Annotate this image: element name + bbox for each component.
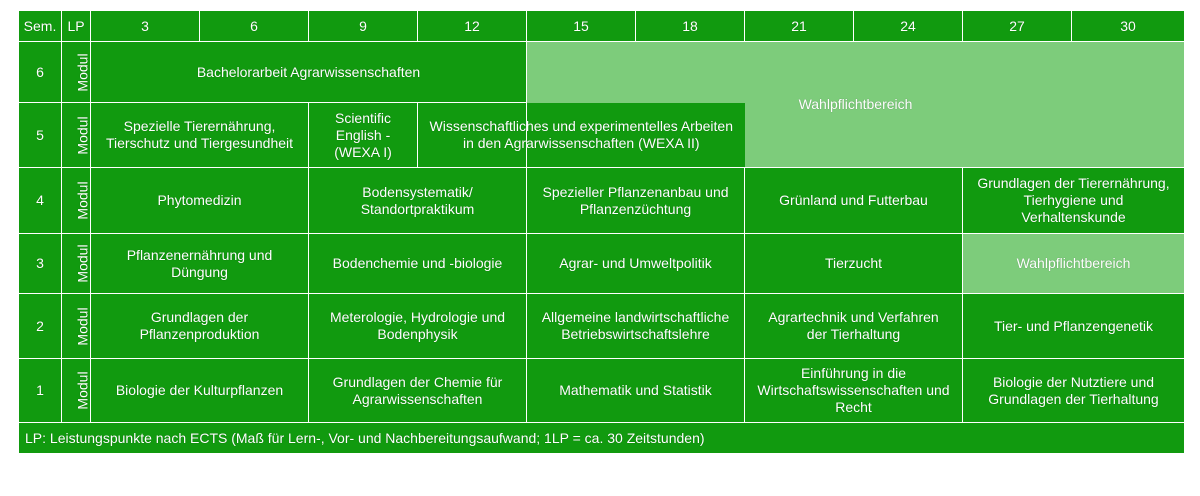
study-plan-table xyxy=(18,10,1185,454)
header-lp-3: 3 xyxy=(91,11,200,42)
modul-label: Modul xyxy=(74,115,91,155)
header-lp-27: 27 xyxy=(963,11,1072,42)
header-lp-18: 18 xyxy=(636,11,745,42)
modul-label: Modul xyxy=(74,181,91,220)
module-meterologie: Meterologie, Hydrologie und Bodenphysik xyxy=(309,294,527,359)
module-genetik: Tier- und Pflanzengenetik xyxy=(963,294,1185,359)
module-wexa-ii: Wissenschaftliches und experimentelles Arbeiten in den Agrarwissenschaften (WEXA II) xyxy=(418,103,745,168)
modul-label: Modul xyxy=(74,52,91,92)
module-gruenland: Grünland und Futterbau xyxy=(745,168,963,234)
module-grundlagen-chemie: Grundlagen der Chemie für Agrarwissenschaften xyxy=(309,359,527,423)
header-lp-15: 15 xyxy=(527,11,636,42)
semester-row-3 xyxy=(19,234,1185,294)
header-lp-9: 9 xyxy=(309,11,418,42)
module-bodensystematik: Bodensystematik/ Standortpraktikum xyxy=(309,168,527,234)
module-wahlpflichtbereich-upper: Wahlpflichtbereich xyxy=(527,42,1185,168)
module-spezieller-pflanzenanbau: Spezieller Pflanzenanbau und Pflanzenzüchtung xyxy=(527,168,745,234)
footnote-row xyxy=(19,423,1185,454)
module-scientific-english: Scientific English - (WEXA I) xyxy=(309,103,418,168)
semester-number: 2 xyxy=(19,294,62,359)
module-biologie-nutztiere: Biologie der Nutztiere und Grundlagen der Tierhaltung xyxy=(963,359,1185,423)
study-plan xyxy=(18,10,1185,454)
semester-number: 1 xyxy=(19,359,62,423)
module-mathematik-statistik: Mathematik und Statistik xyxy=(527,359,745,423)
modul-label-cell xyxy=(62,168,91,234)
modul-label: Modul xyxy=(74,371,91,410)
header-lp: LP xyxy=(62,11,91,42)
module-agrar-umweltpolitik: Agrar- und Umweltpolitik xyxy=(527,234,745,294)
module-bachelorarbeit: Bachelorarbeit Agrarwissenschaften xyxy=(91,42,527,103)
module-spezielle-tierernaehrung: Spezielle Tierernährung, Tierschutz und Tiergesundheit xyxy=(91,103,309,168)
module-grundlagen-tierernaehrung: Grundlagen der Tierernährung, Tierhygiene und Verhaltenskunde xyxy=(963,168,1185,234)
modul-label: Modul xyxy=(74,306,91,346)
module-grundlagen-pflanzenproduktion: Grundlagen der Pflanzenproduktion xyxy=(91,294,309,359)
semester-number: 5 xyxy=(19,103,62,168)
module-pflanzenernaehrung: Pflanzenernährung und Düngung xyxy=(91,234,309,294)
semester-row-1 xyxy=(19,359,1185,423)
module-phytomedizin: Phytomedizin xyxy=(91,168,309,234)
modul-label-cell xyxy=(62,294,91,359)
semester-row-6 xyxy=(19,42,1185,103)
footnote: LP: Leistungspunkte nach ECTS (Maß für Lern-, Vor- und Nachbereitungsaufwand; 1LP = ca. 30 Zeitstunden) xyxy=(19,423,1185,454)
modul-label-cell xyxy=(62,103,91,168)
module-bodenchemie: Bodenchemie und -biologie xyxy=(309,234,527,294)
header-lp-24: 24 xyxy=(854,11,963,42)
module-betriebswirtschaftslehre: Allgemeine landwirtschaftliche Betriebswirtschaftslehre xyxy=(527,294,745,359)
semester-number: 6 xyxy=(19,42,62,103)
header-row xyxy=(19,11,1185,42)
module-agrartechnik: Agrartechnik und Verfahren der Tierhaltung xyxy=(745,294,963,359)
modul-label-cell xyxy=(62,234,91,294)
semester-row-2 xyxy=(19,294,1185,359)
semester-row-4 xyxy=(19,168,1185,234)
modul-label-cell xyxy=(62,42,91,103)
header-sem: Sem. xyxy=(19,11,62,42)
semester-number: 4 xyxy=(19,168,62,234)
header-lp-30: 30 xyxy=(1072,11,1185,42)
header-lp-21: 21 xyxy=(745,11,854,42)
modul-label-cell xyxy=(62,359,91,423)
module-wahlpflichtbereich-lower: Wahlpflichtbereich xyxy=(963,234,1185,294)
module-biologie-kulturpflanzen: Biologie der Kulturpflanzen xyxy=(91,359,309,423)
modul-label: Modul xyxy=(74,244,91,283)
module-wirtschaftswissenschaften: Einführung in die Wirtschaftswissenschaften und Recht xyxy=(745,359,963,423)
semester-number: 3 xyxy=(19,234,62,294)
module-tierzucht: Tierzucht xyxy=(745,234,963,294)
header-lp-6: 6 xyxy=(200,11,309,42)
header-lp-12: 12 xyxy=(418,11,527,42)
